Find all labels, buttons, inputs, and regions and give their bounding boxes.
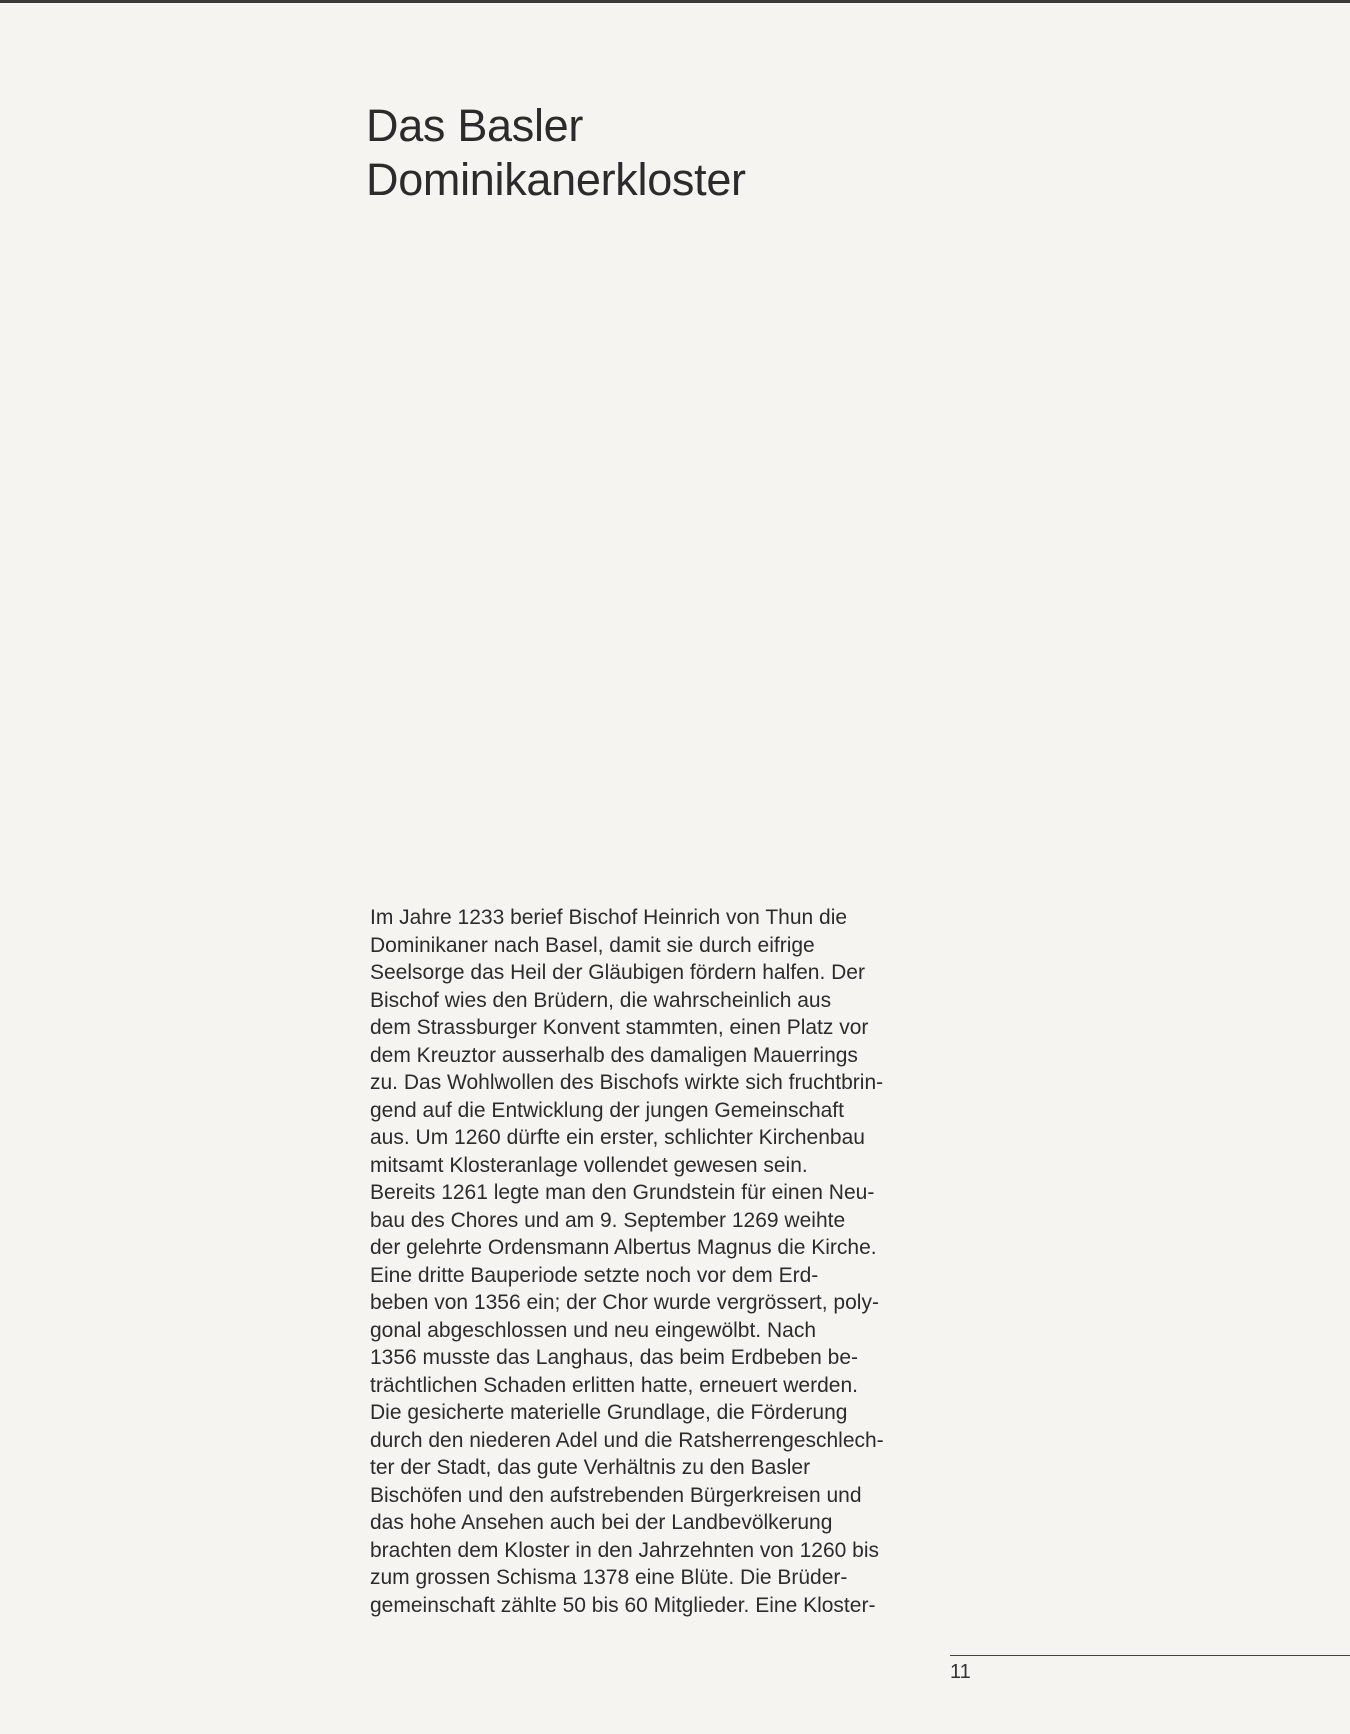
body-line: brachten dem Kloster in den Jahrzehnten von 1260 bis [370, 1538, 879, 1562]
page-title [366, 99, 746, 207]
body-paragraph [370, 904, 884, 1619]
body-line: Bereits 1261 legte man den Grundstein für einen Neu- [370, 1181, 875, 1204]
body-line: Bischof wies den Brüdern, die wahrscheinlich aus [370, 988, 832, 1012]
body-line: Im Jahre 1233 berief Bischof Heinrich von Thun die [370, 906, 848, 929]
body-line: dem Strassburger Konvent stammten, einen Platz vor [370, 1016, 869, 1039]
page-number: 11 [950, 1661, 971, 1683]
body-line: mitsamt Klosteranlage vollendet gewesen sein. [370, 1153, 808, 1177]
body-line: durch den niederen Adel und die Ratsherrengeschlech- [370, 1428, 884, 1452]
body-line: Eine dritte Bauperiode setzte noch vor dem Erd- [370, 1263, 819, 1287]
body-line: der gelehrte Ordensmann Albertus Magnus die Kirche. [370, 1236, 877, 1259]
body-line: zum grossen Schisma 1378 eine Blüte. Die Brüder- [370, 1566, 848, 1589]
body-line: bau des Chores und am 9. September 1269 weihte [370, 1208, 846, 1232]
body-line: gend auf die Entwicklung der jungen Gemeinschaft [370, 1098, 844, 1122]
body-line: Seelsorge das Heil der Gläubigen fördern halfen. Der [370, 961, 865, 984]
body-line: Bischöfen und den aufstrebenden Bürgerkreisen und [370, 1483, 862, 1507]
body-line: Dominikaner nach Basel, damit sie durch eifrige [370, 933, 815, 957]
body-line: aus. Um 1260 dürfte ein erster, schlichter Kirchenbau [370, 1126, 865, 1149]
body-line: zu. Das Wohlwollen des Bischofs wirkte sich fruchtbrin- [370, 1071, 884, 1094]
body-line: dem Kreuztor ausserhalb des damaligen Mauerrings [370, 1043, 858, 1067]
body-line: 1356 musste das Langhaus, das beim Erdbeben be- [370, 1346, 858, 1369]
body-line: trächtlichen Schaden erlitten hatte, erneuert werden. [370, 1373, 858, 1397]
body-line: beben von 1356 ein; der Chor wurde vergrössert, poly- [370, 1291, 879, 1314]
title-line-2: Dominikanerkloster [366, 154, 746, 205]
body-line: Die gesicherte materielle Grundlage, die Förderung [370, 1401, 848, 1424]
body-line: gonal abgeschlossen und neu eingewölbt. Nach [370, 1318, 816, 1342]
body-line: ter der Stadt, das gute Verhältnis zu den Basler [370, 1456, 811, 1479]
body-line: das hohe Ansehen auch bei der Landbevölkerung [370, 1511, 833, 1534]
footer-rule [950, 1655, 1350, 1656]
title-line-1: Das Basler [366, 100, 584, 151]
body-line: gemeinschaft zählte 50 bis 60 Mitglieder. Eine Kloster- [370, 1593, 876, 1617]
